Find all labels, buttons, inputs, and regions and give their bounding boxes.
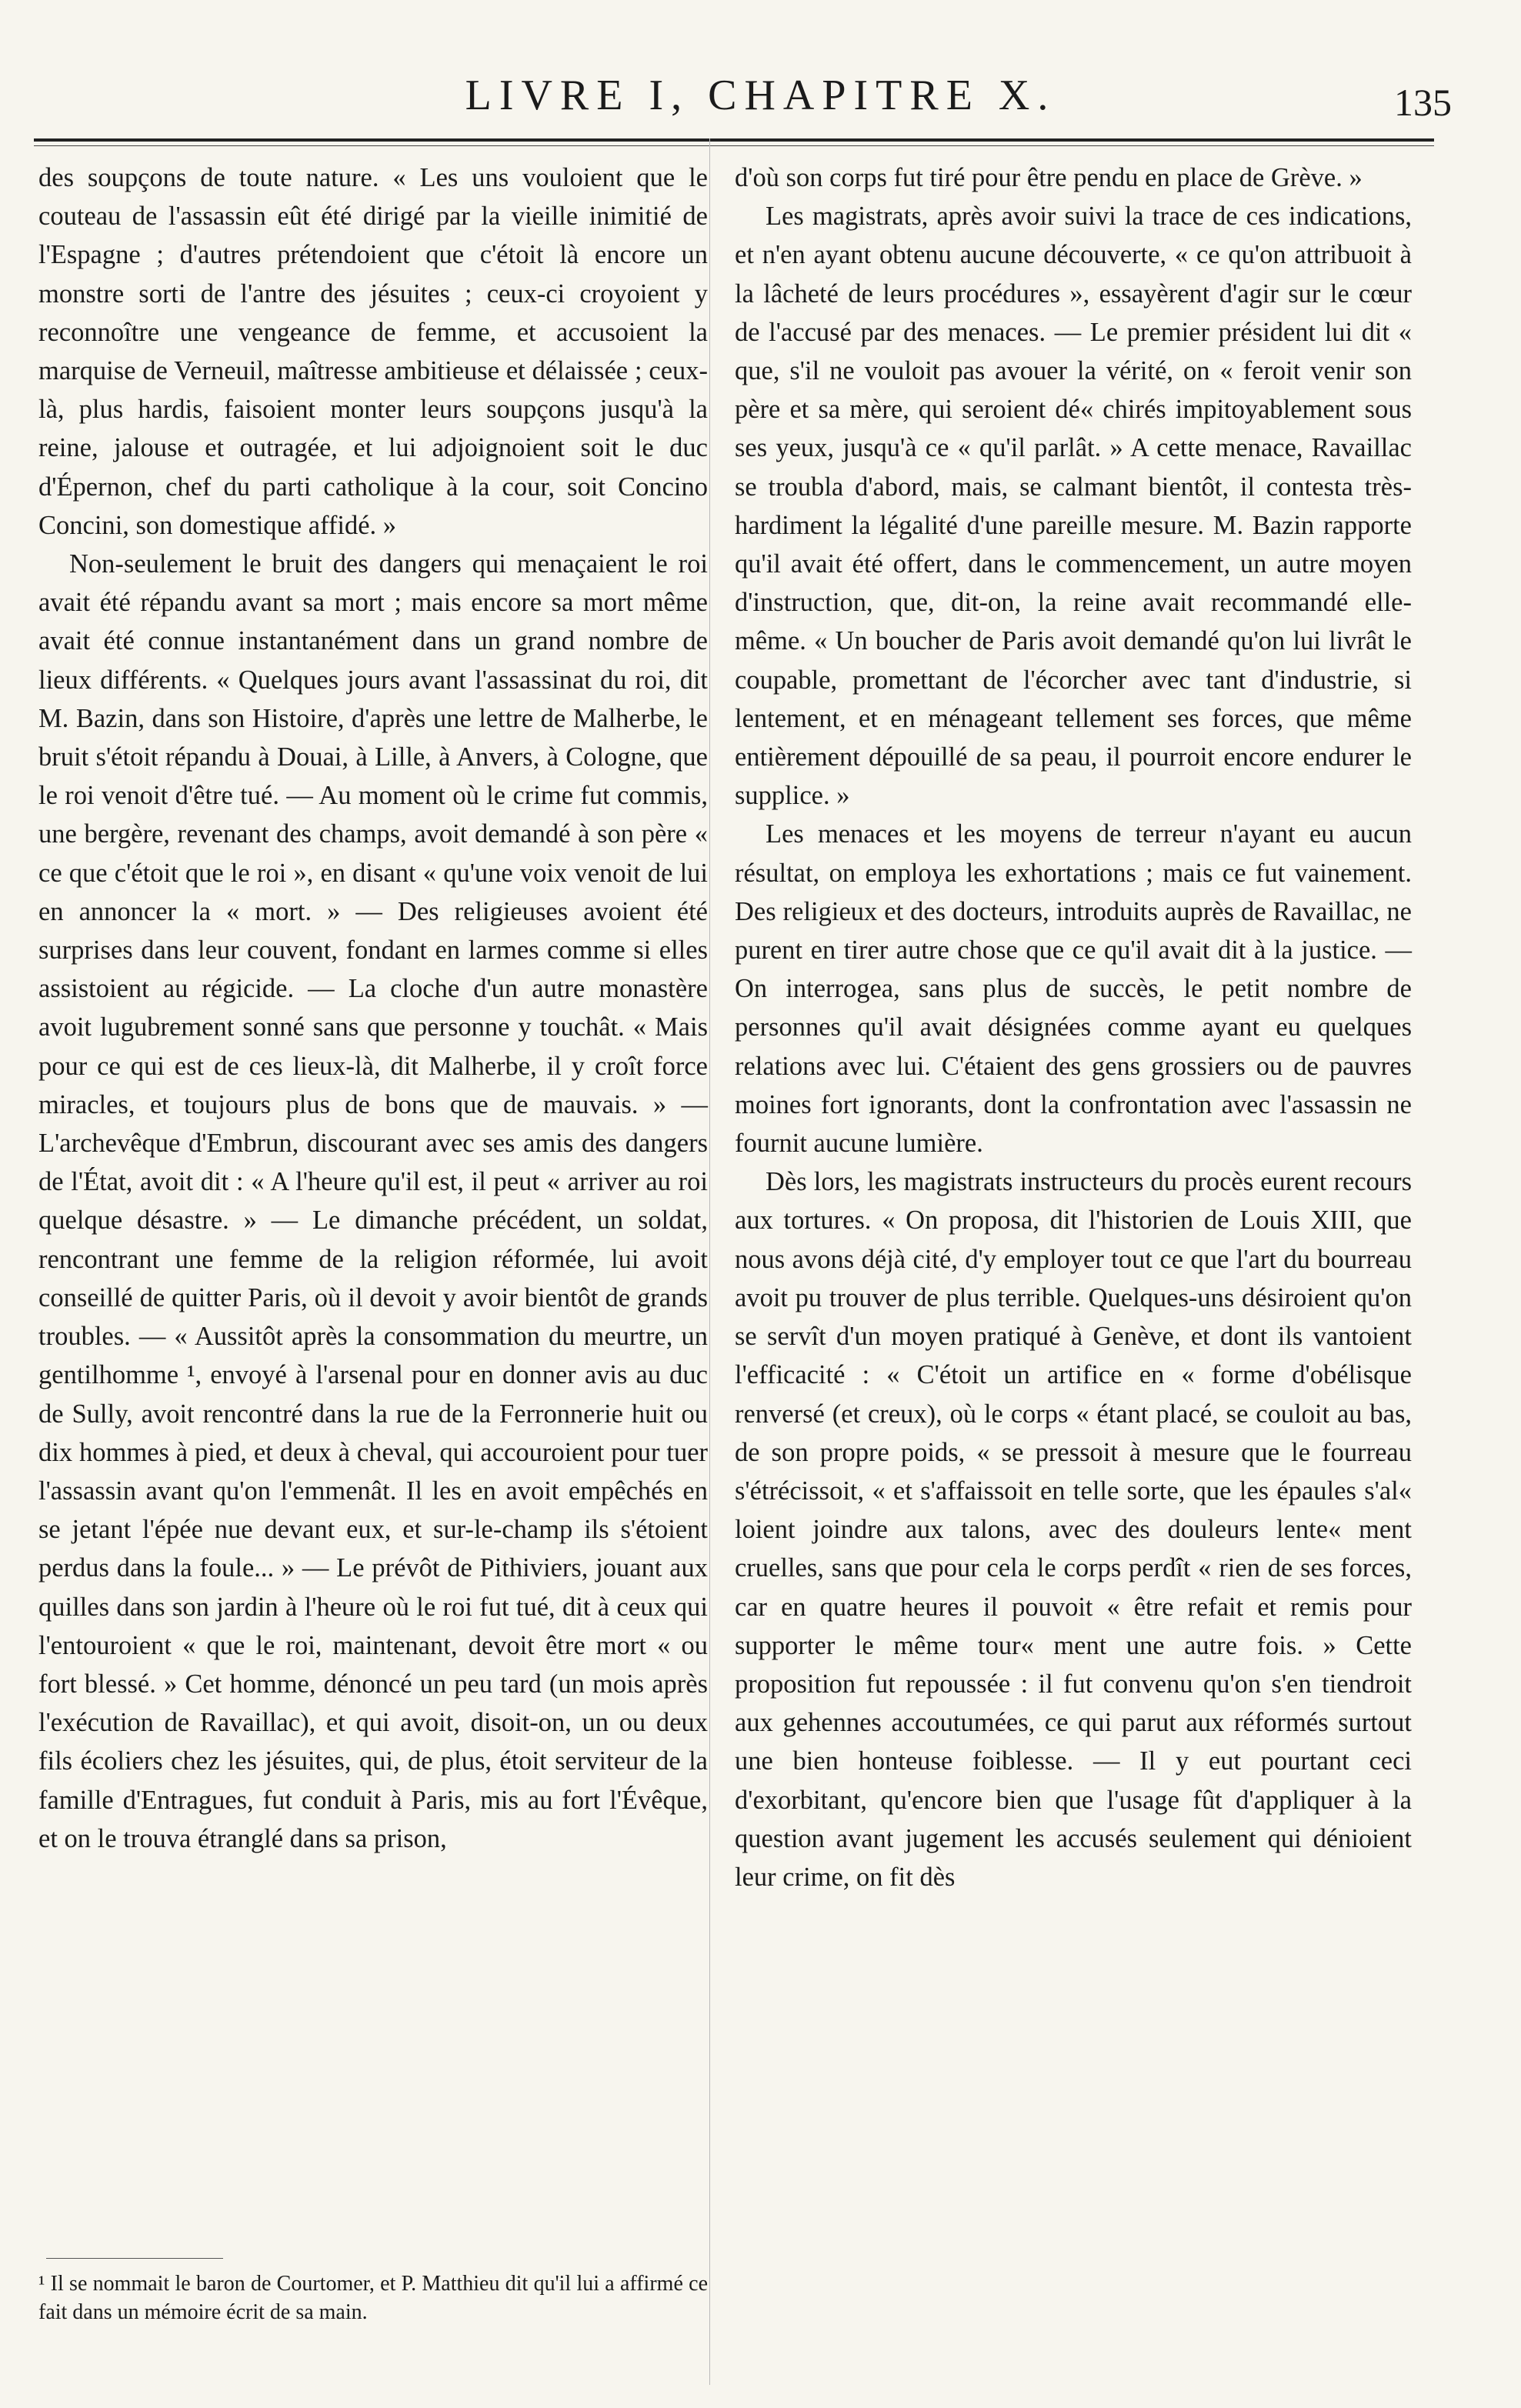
header-rule <box>34 138 1434 142</box>
footnote: ¹ Il se nommait le baron de Courtomer, et P. Matthieu dit qu'il lui a affirmé ce fait dans un mémoire écrit de sa main. <box>38 2272 708 2324</box>
right-paragraph-4: Dès lors, les magistrats instructeurs du procès eurent recours aux tortures. « On proposa, dit l'historien de Louis XIII, que nous avons déjà cité, d'y employer tout ce que l'art du bourreau avoit pu trouver de plus terrible. Quelques-uns désiroient qu'on se servît d'un moyen pratiqué à Genève, et dont ils vantoient l'efficacité : « C'étoit un artifice en « forme d'obélisque renversé (et creux), où le corps « étant placé, se couloit au bas, de son propre poids, « se pressoit à mesure que le fourreau s'étrécissoit, « et s'affaissoit en telle sorte, que les épaules s'al« loient joindre aux talons, avec des douleurs lente« ment cruelles, sans que pour cela le corps perdît « rien de ses forces, car en quatre heures il pouvoit « être refait et remis pour supporter le même tour« ment une autre fois. » Cette proposition fut repoussée : il fut convenu qu'on s'en tiendroit aux gehennes accoutumées, ce qui parut aux réformés surtout une bien honteuse foiblesse. — Il y eut pourtant ceci d'exorbitant, qu'encore bien que l'usage fût d'appliquer à la question avant jugement les accusés seulement qui dénioient leur crime, on fit dès <box>735 1167 1412 1892</box>
left-column <box>38 158 708 1858</box>
right-paragraph-1: d'où son corps fut tiré pour être pendu en place de Grève. » <box>735 163 1363 192</box>
footnote-rule <box>46 2258 223 2259</box>
right-paragraph-2: Les magistrats, après avoir suivi la trace de ces indications, et n'en ayant obtenu aucune découverte, « ce qu'on attribuoit à la lâcheté de leurs procédures », essayèrent d'agir sur le cœur de l'accusé par des menaces. — Le premier président lui dit « que, s'il ne vouloit pas avouer la vérité, on « feroit venir son père et sa mère, qui seroient dé« chirés impitoyablement sous ses yeux, jusqu'à ce « qu'il parlât. » A cette menace, Ravaillac se troubla d'abord, mais, se calmant bientôt, il contesta très-hardiment la légalité d'une pareille mesure. M. Bazin rapporte qu'il avait été offert, dans le commencement, un autre moyen d'instruction, que, dit-on, la reine avait recommandé elle-même. « Un boucher de Paris avoit demandé qu'on lui livrât le coupable, promettant de l'écorcher avec tant d'industrie, si lentement, et en ménageant tellement ses forces, que même entièrement dépouillé de sa peau, il pourroit encore endurer le supplice. » <box>735 202 1412 811</box>
right-paragraph-3: Les menaces et les moyens de terreur n'ayant eu aucun résultat, on employa les exhortations ; mais ce fut vainement. Des religieux et des docteurs, introduits auprès de Ravaillac, ne purent en tirer autre chose que ce qu'il avait dit à la justice. — On interrogea, sans plus de succès, le petit nombre de personnes qu'il avait désignées comme ayant eu quelques relations avec lui. C'étaient des gens grossiers ou de pauvres moines fort ignorants, dont la confrontation avec l'assassin ne fournit aucune lumière. <box>735 819 1412 1159</box>
page-number: 135 <box>1394 81 1452 124</box>
column-divider <box>709 138 710 2385</box>
left-paragraph-1: des soupçons de toute nature. « Les uns vouloient que le couteau de l'assassin eût été dirigé par la vieille inimitié de l'Espagne ; d'autres prétendoient que c'étoit là encore un monstre sorti de l'antre des jésuites ; ceux-ci croyoient y reconnoître une vengeance de femme, et accusoient la marquise de Verneuil, maîtresse ambitieuse et délaissée ; ceux-là, plus hardis, faisoient monter leurs soupçons jusqu'à la reine, jalouse et outragée, et lui adjoignoient soit le duc d'Épernon, chef du parti catholique à la cour, soit Concino Concini, son domestique affidé. » <box>38 163 708 540</box>
running-header-title: LIVRE I, CHAPITRE X. <box>465 72 1056 119</box>
left-paragraph-2: Non-seulement le bruit des dangers qui menaçaient le roi avait été répandu avant sa mort ; mais encore sa mort même avait été connue instantanément dans un grand nombre de lieux différents. « Quelques jours avant l'assassinat du roi, dit M. Bazin, dans son Histoire, d'après une lettre de Malherbe, le bruit s'étoit répandu à Douai, à Lille, à Anvers, à Cologne, que le roi venoit d'être tué. — Au moment où le crime fut commis, une bergère, revenant des champs, avoit demandé à son père « ce que c'étoit que le roi », en disant « qu'une voix venoit de lui en annoncer la « mort. » — Des religieuses avoient été surprises dans leur couvent, fondant en larmes comme si elles assistoient au régicide. — La cloche d'un autre monastère avoit lugubrement sonné sans que personne y touchât. « Mais pour ce qui est de ces lieux-là, dit Malherbe, il y croît force miracles, et toujours plus de bons que de mauvais. » — L'archevêque d'Embrun, discourant avec ses amis des dangers de l'État, avoit dit : « A l'heure qu'il est, il peut « arriver au roi quelque désastre. » — Le dimanche précédent, un soldat, rencontrant une femme de la religion réformée, lui avoit conseillé de quitter Paris, où il devoit y avoir bientôt de grands troubles. — « Aussitôt après la consommation du meurtre, un gentilhomme ¹, envoyé à l'arsenal pour en donner avis au duc de Sully, avoit rencontré dans la rue de la Ferronnerie huit ou dix hommes à pied, et deux à cheval, qui accouroient pour tuer l'assassin avant qu'on l'emmenât. Il les en avoit empêchés en se jetant l'épée nue devant eux, et sur-le-champ ils s'étoient perdus dans la foule... » — Le prévôt de Pithiviers, jouant aux quilles dans son jardin à l'heure où le roi fut tué, dit à ceux qui l'entouroient « que le roi, maintenant, devoit être mort « ou fort blessé. » Cet homme, dénoncé un peu tard (un mois après l'exécution de Ravaillac), et qui avoit, disoit-on, un ou deux fils écoliers chez les jésuites, qui, de plus, étoit serviteur de la famille d'Entragues, fut conduit à Paris, mis au fort l'Évêque, et on le trouva étranglé dans sa prison, <box>38 549 708 1853</box>
right-column <box>735 158 1412 1896</box>
